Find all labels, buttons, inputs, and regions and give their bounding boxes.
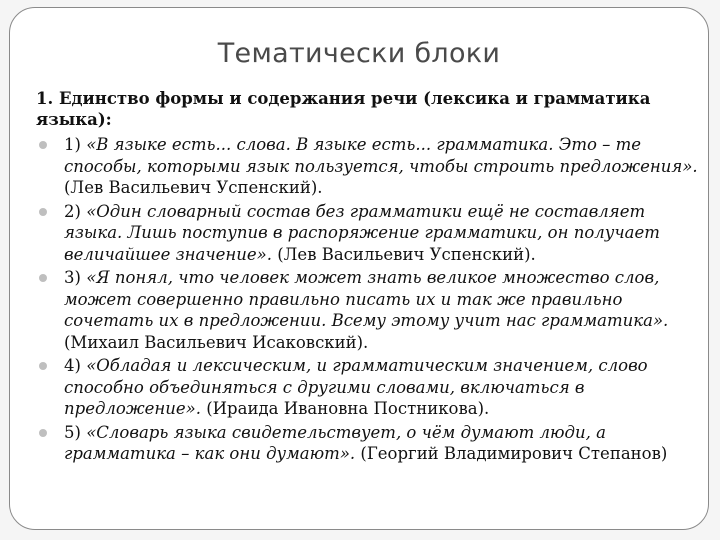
list-item	[38, 134, 708, 199]
slide-title: Тематически блоки	[217, 38, 501, 69]
bullet-icon	[39, 141, 47, 149]
section-heading-text: 1. Единство формы и содержания речи (лексика и грамматика языка):	[36, 89, 651, 129]
item-author: (Лев Васильевич Успенский).	[64, 178, 323, 197]
item-label: 4)	[64, 356, 81, 375]
item-quote: «Один словарный состав без грамматики ещё не составляет языка. Лишь поступив в распоряжение грамматики, он получает величайшее значение».	[64, 201, 660, 264]
list-item	[38, 355, 708, 420]
bullet-icon	[39, 429, 47, 437]
list-item	[38, 267, 708, 353]
item-label: 1)	[64, 135, 81, 154]
section-heading	[36, 88, 706, 130]
bullet-icon	[39, 274, 47, 282]
item-quote: «Обладая и лексическим, и грамматическим значением, слово способно объединяться с другими словами, включаться в предложение».	[64, 356, 648, 418]
bullet-icon	[39, 208, 47, 216]
item-author: (Лев Васильевич Успенский).	[277, 244, 536, 264]
list-item	[38, 422, 708, 465]
item-author: (Ираида Ивановна Постникова).	[206, 399, 490, 418]
item-quote: «Словарь языка свидетельствует, о чём думают люди, а грамматика – как они думают».	[64, 422, 606, 463]
quote-list	[38, 134, 708, 467]
item-author: (Михаил Васильевич Исаковский).	[64, 332, 369, 352]
list-item	[38, 201, 708, 266]
bullet-icon	[39, 362, 47, 370]
item-label: 3)	[64, 268, 81, 287]
item-label: 5)	[64, 422, 81, 442]
slide-frame	[9, 7, 709, 530]
item-quote: «Я понял, что человек может знать великое множество слов, может совершенно правильно писать их и так же правильно сочетать их в предложении. Всему этому учит нас грамматика».	[64, 268, 669, 330]
item-label: 2)	[64, 201, 81, 221]
item-author: (Георгий Владимирович Степанов)	[360, 444, 668, 463]
item-quote: «В языке есть... слова. В языке есть... грамматика. Это – те способы, которыми язык пользуется, чтобы строить предложения».	[64, 135, 698, 176]
